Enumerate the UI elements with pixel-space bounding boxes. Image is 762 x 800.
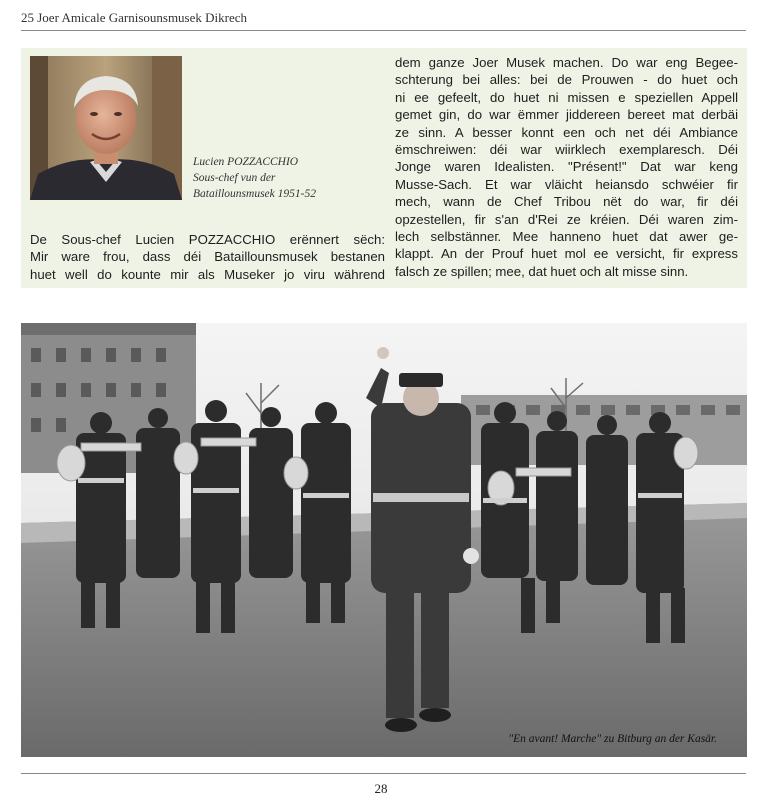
caption-line: Lucien POZZACCHIO xyxy=(193,156,299,168)
text-line: mech, wann de Chef Tribou nët do war, fir déi xyxy=(395,194,738,210)
marching-band-photo xyxy=(21,323,747,757)
portrait-caption xyxy=(193,154,373,202)
article-text-left xyxy=(30,231,385,283)
text-line: ëmschreiwen: déi war wiirklech exemplaresch. Déi xyxy=(395,142,738,158)
article-text-right xyxy=(395,54,738,280)
article-panel xyxy=(21,48,747,288)
text-line: ze sinn. A besser konnt een och net déi Ambiance xyxy=(395,124,738,140)
caption-line: Sous-chef vun der xyxy=(193,172,276,184)
text-line: ni ee gefeelt, do huet ni missen e speziellen Appell xyxy=(395,89,738,105)
text-line: De Sous-chef Lucien POZZACCHIO erënnert sëch: xyxy=(30,232,385,247)
text-line: Jonge waren Idealisten. "Présent!" Dat war keng xyxy=(395,159,738,175)
text-line: falsch ze spillen; mee, dat huet och alt misse sinn. xyxy=(395,263,689,279)
caption-line: Bataillounsmusek 1951-52 xyxy=(193,188,316,200)
text-line: gemet gin, do war ëmmer jiddereen bereet mat derbäi xyxy=(395,107,738,123)
text-line: lech selbstännег. Mee hanneno huet dat awer ge- xyxy=(395,229,738,245)
portrait-photo xyxy=(30,56,182,200)
running-header: 25 Joer Amicale Garnisounsmusek Dikrech xyxy=(21,10,248,25)
text-line: Musse-Sach. Et war vläicht heiansdo schwéier fir xyxy=(395,176,738,192)
footer-rule xyxy=(21,773,746,774)
text-line: Mir ware frou, dass déi Bataillounsmusek bestanen xyxy=(30,249,385,265)
text-line: huet well do kounte mir als Museker jo viru während xyxy=(30,266,385,282)
page-number: 28 xyxy=(374,781,388,796)
text-line: schterung bei alles: bei de Prouwen - do huet och xyxy=(395,72,738,88)
photo-caption: "En avant! Marche" zu Bitburg an der Kasär. xyxy=(508,733,717,745)
header-rule xyxy=(21,30,746,31)
text-line: dem ganze Joer Musek machen. Do war eng Begee- xyxy=(395,55,738,70)
text-line: opzestellen, fir s'an d'Rei ze kréien. Déi waren zim- xyxy=(395,211,738,227)
text-line: klappt. An der Prouf huet mol ee versicht, fir express xyxy=(395,246,738,262)
